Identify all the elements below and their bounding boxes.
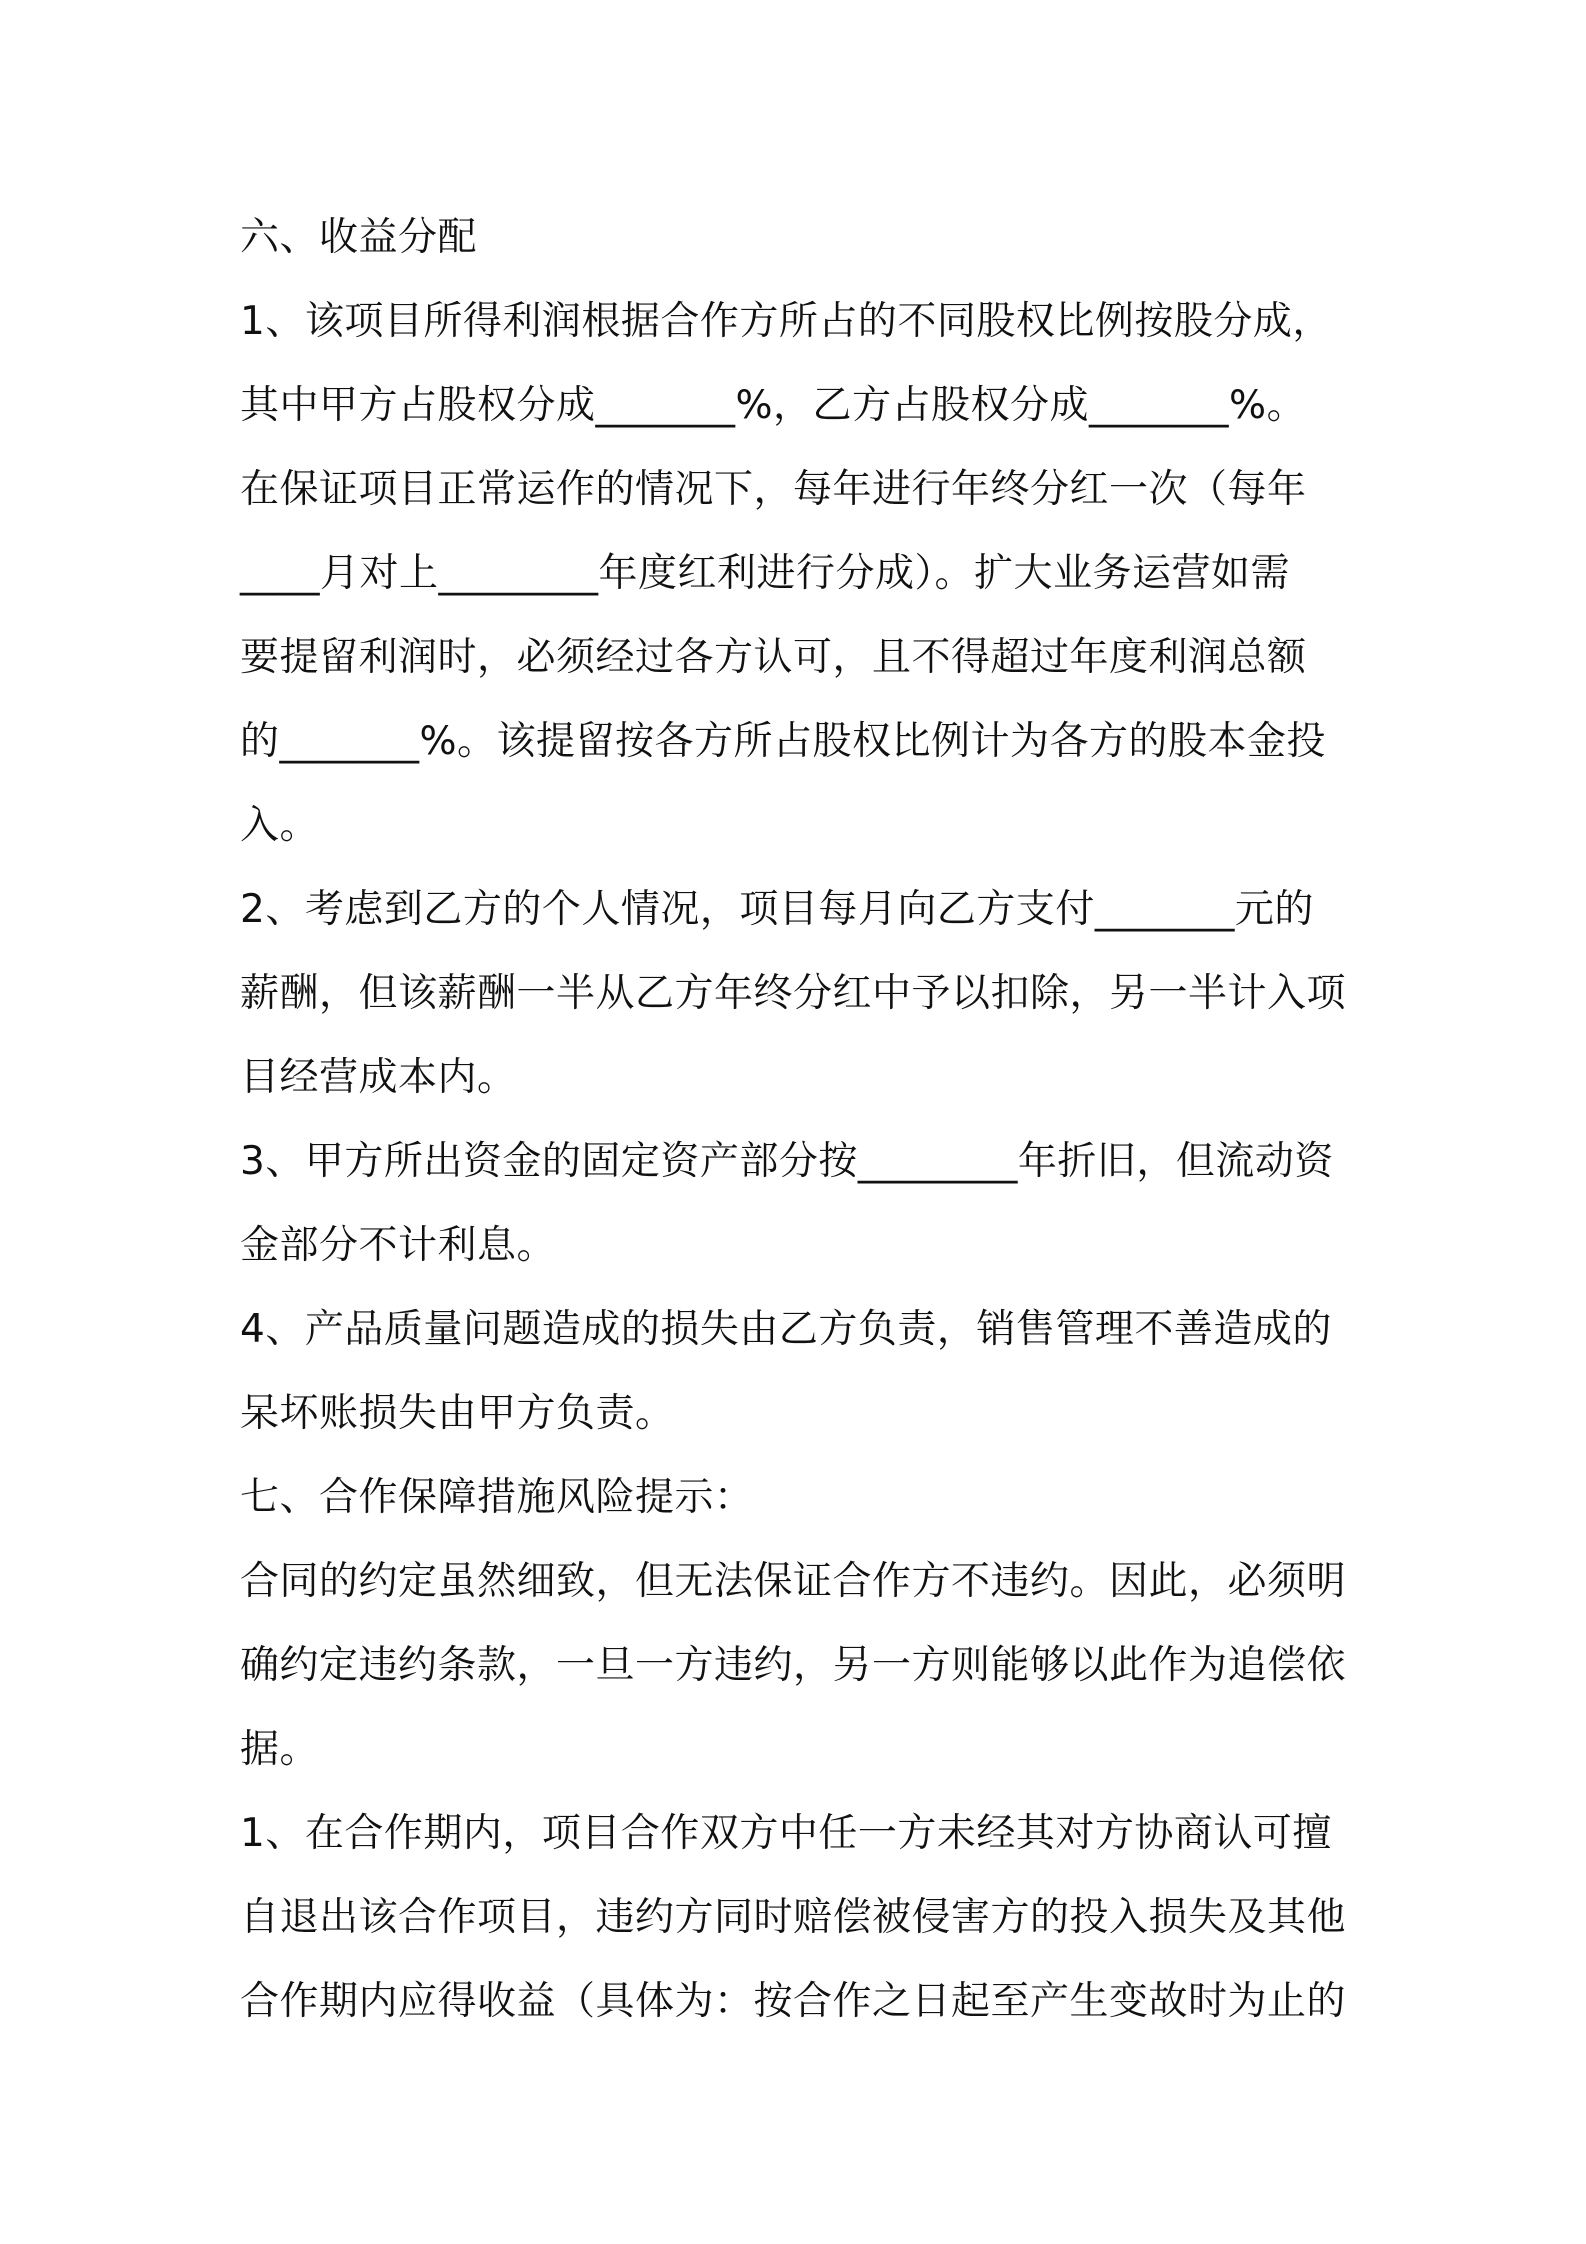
text-line: 3、甲方所出资金的固定资产部分按________年折旧，但流动资 [240,1139,1334,1184]
text-line: 4、产品质量问题造成的损失由乙方负责，销售管理不善造成的 [240,1307,1332,1352]
text-line: 要提留利润时，必须经过各方认可，且不得超过年度利润总额 [240,635,1307,680]
text-line: 其中甲方占股权分成_______%，乙方占股权分成_______%。 [240,383,1307,428]
text-line: 确约定违约条款，一旦一方违约，另一方则能够以此作为追偿依 [240,1643,1347,1688]
document-body [240,196,1352,2044]
text-line: 目经营成本内。 [240,1055,517,1100]
text-line: 入。 [240,803,320,848]
text-line: 合同的约定虽然细致，但无法保证合作方不违约。因此，必须明 [240,1559,1347,1604]
text-line: 据。 [240,1727,320,1772]
text-line: 的_______%。该提留按各方所占股权比例计为各方的股本金投 [240,719,1327,764]
section-heading-risk-measures: 七、合作保障措施风险提示： [240,1475,754,1520]
section-heading-profit-distribution: 六、收益分配 [240,215,478,260]
text-line: 在保证项目正常运作的情况下，每年进行年终分红一次（每年 [240,467,1307,512]
text-line: 自退出该合作项目，违约方同时赔偿被侵害方的投入损失及其他 [240,1895,1347,1940]
text-line: ____月对上________年度红利进行分成）。扩大业务运营如需 [240,551,1291,596]
text-line: 2、考虑到乙方的个人情况，项目每月向乙方支付_______元的 [240,887,1314,932]
text-line: 合作期内应得收益（具体为：按合作之日起至产生变故时为止的 [240,1979,1347,2024]
text-line: 呆坏账损失由甲方负责。 [240,1391,675,1436]
text-line: 1、在合作期内，项目合作双方中任一方未经其对方协商认可擅 [240,1811,1332,1856]
text-line: 金部分不计利息。 [240,1223,557,1268]
text-line: 薪酬，但该薪酬一半从乙方年终分红中予以扣除，另一半计入项 [240,971,1347,1016]
text-line: 1、该项目所得利润根据合作方所占的不同股权比例按股分成， [240,299,1332,344]
